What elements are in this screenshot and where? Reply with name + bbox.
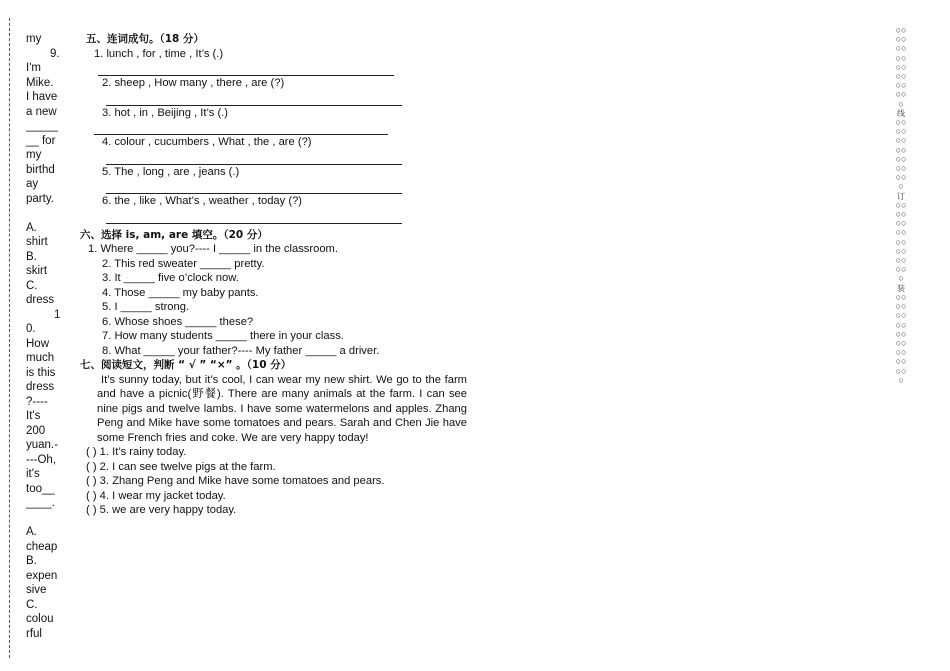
section5-title: 五、连词成句。（18 分） — [86, 33, 205, 45]
main-content — [80, 32, 480, 518]
circle-border: ○○○○○○○○○○○○○○○○○ — [895, 25, 907, 109]
left-column-line: skirt — [26, 265, 48, 277]
left-column-line — [26, 206, 62, 221]
answer-line — [106, 150, 402, 165]
circle-border: ○○○○○○○○○○○○○○○○○ — [895, 199, 907, 284]
left-column-line: my — [26, 33, 42, 45]
binding-label: 装 — [897, 283, 905, 293]
left-column-line: ?---- — [26, 395, 48, 408]
left-column-line: 0. — [26, 323, 36, 335]
section7-title: 七、阅读短文，判断 “ √ ” “×” 。（10 分） — [80, 359, 292, 371]
binding-label: 订 — [897, 191, 905, 201]
section7-item: ( ) 4. I wear my jacket today. — [86, 489, 226, 502]
section5-item: 6. the , like , What’s , weather , today (?) — [102, 195, 303, 207]
left-column-line: I have — [26, 91, 58, 103]
left-column-line: expen — [26, 569, 58, 582]
answer-line — [106, 209, 402, 224]
binding-label: 线 — [897, 108, 905, 118]
left-column-line: 9. — [50, 47, 60, 60]
circle-border: ○○○○○○○○○○○○○○○○○○○ — [895, 291, 907, 385]
left-column-line: A. — [26, 526, 37, 538]
section6-item: 7. How many students _____ there in your class. — [102, 330, 344, 342]
answer-line — [94, 120, 388, 135]
section7-item: ( ) 5. we are very happy today. — [86, 504, 237, 516]
left-column-line: ____. — [26, 497, 55, 509]
section6-item: 6. Whose shoes _____ these? — [102, 315, 254, 328]
left-column-line: yuan.- — [26, 439, 58, 451]
left-column-line: is this — [26, 366, 56, 379]
left-column-line: rful — [26, 627, 42, 640]
reading-passage: It’s sunny today, but it’s cool, I can wear my new shirt. We go to the farm and have a picnic(野餐). There are many animals at the farm. I can see nine pigs and twelve lambs. I have some watermelons and apples. Zhang Peng and Mike have some tomatoes and pears. Sarah and Chen Jie have some French fries and coke. We are very happy today! — [97, 373, 467, 444]
left-column-line: C. — [26, 598, 38, 611]
left-column-line: my — [26, 149, 42, 161]
left-column-line: Mike. — [26, 76, 54, 89]
left-column-line: dress — [26, 294, 55, 306]
left-column-line: B. — [26, 250, 37, 263]
section6-item: 4. Those _____ my baby pants. — [102, 286, 259, 299]
left-column-line: cheap — [26, 540, 58, 553]
left-column-line: dress — [26, 381, 55, 393]
section5-item: 1. lunch , for , time , It’s (.) — [94, 47, 224, 60]
left-column-line: How — [26, 337, 50, 350]
left-column-line: a new — [26, 105, 57, 118]
left-column-line: A. — [26, 221, 37, 234]
section7-item: ( ) 1. It’s rainy today. — [86, 446, 187, 458]
left-column-line: party. — [26, 192, 54, 205]
left-column-line: ay — [26, 178, 39, 190]
section6-item: 1. Where _____ you?---- I _____ in the classroom. — [88, 243, 338, 255]
section5-item: 3. hot , in , Beijing , It’s (.) — [102, 106, 229, 119]
left-column-line: _____ — [26, 120, 58, 132]
left-column-line: much — [26, 352, 55, 364]
left-column-line: I'm — [26, 62, 41, 74]
left-column-line: too__ — [26, 482, 55, 495]
left-narrow-column — [26, 32, 62, 641]
circle-border: ○○○○○○○○○○○○○○○ — [895, 117, 907, 192]
section7-item: ( ) 2. I can see twelve pigs at the farm. — [86, 460, 276, 473]
left-column-line — [26, 511, 62, 526]
left-column-line: C. — [26, 279, 38, 292]
left-column-line: colou — [26, 613, 54, 625]
left-column-line: it's — [26, 468, 40, 480]
answer-line — [98, 61, 394, 76]
section5-item: 5. The , long , are , jeans (.) — [102, 165, 240, 178]
section6-item: 8. What _____ your father?---- My father _____ a driver. — [102, 344, 380, 357]
answer-line — [106, 179, 402, 194]
section6-item: 2. This red sweater _____ pretty. — [102, 257, 265, 270]
left-column-line: 1 — [54, 308, 61, 321]
answer-line — [106, 91, 402, 106]
binding-margin — [895, 26, 907, 626]
section5-item: 2. sheep , How many , there , are (?) — [102, 77, 285, 89]
left-margin-dashed-line — [9, 18, 10, 658]
section6-title: 六、选择 is, am, are 填空。（20 分） — [80, 228, 268, 241]
section6-item: 3. It _____ five o’clock now. — [102, 272, 239, 284]
left-column-line: __ for — [26, 134, 56, 147]
left-column-line: ---Oh, — [26, 453, 57, 466]
left-column-line: 200 — [26, 424, 46, 437]
section6-item: 5. I _____ strong. — [102, 301, 190, 313]
left-column-line: It's — [26, 410, 41, 422]
left-column-line: birthd — [26, 163, 55, 176]
section7-item: ( ) 3. Zhang Peng and Mike have some tomatoes and pears. — [86, 475, 385, 487]
section5-item: 4. colour , cucumbers , What , the , are (?) — [102, 136, 312, 148]
left-column-line: sive — [26, 584, 47, 596]
left-column-line: B. — [26, 555, 37, 567]
left-column-line: shirt — [26, 236, 48, 248]
